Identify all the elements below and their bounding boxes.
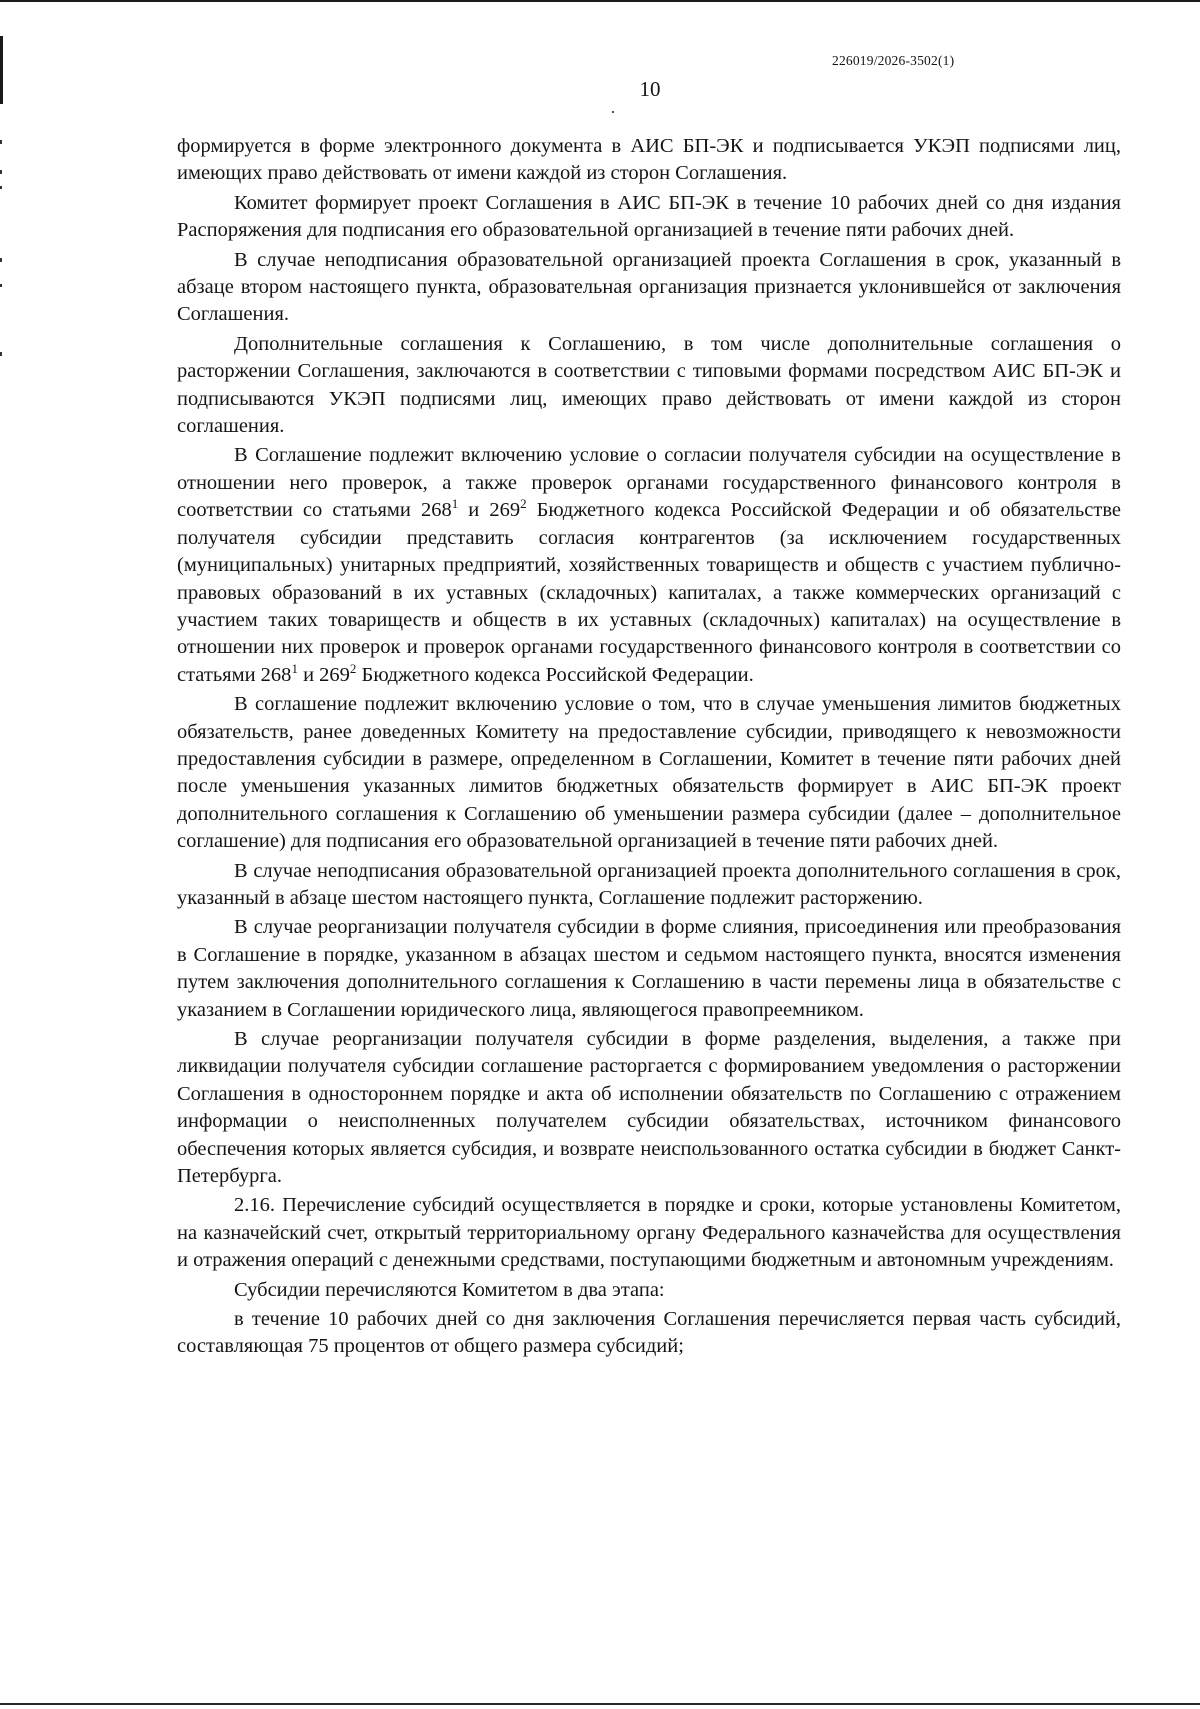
paragraph: В случае реорганизации получателя субсидии в форме слияния, присоединения или преобразования в Соглашение в порядке, указанном в абзацах шестом и седьмом настоящего пункта, вносятся изменения путем заключения дополнительного соглашения к Соглашению в части перемены лица в обязательстве с указанием в Соглашении юридического лица, являющегося правопреемником. [177, 916, 1121, 1021]
scan-top-edge [0, 0, 1200, 2]
page-number: 10 [639, 77, 661, 101]
text-segment: Бюджетного кодекса Российской Федерации и об обязательстве получателя субсидии представить согласия контрагентов (за исключением государственных (муниципальных) унитарных предприятий, хозяйственных товариществ и обществ с участием публично-правовых образований в их уставных (складочных) капиталах, а также коммерческих организаций с участием таких товариществ и обществ в их уставных (складочных) капиталах) на осуществление в отношении них проверок и проверок органами государственного финансового контроля в соответствии со статьями 268 [177, 499, 1121, 686]
paragraph-audit-consent [177, 442, 1121, 689]
paragraph: В случае неподписания образовательной организацией проекта дополнительного соглашения в срок, указанный в абзаце шестом настоящего пункта, Соглашение подлежит расторжению. [177, 859, 1121, 909]
scan-artifact [0, 352, 2, 356]
superscript: 2 [520, 496, 527, 512]
paragraph: в течение 10 рабочих дней со дня заключения Соглашения перечисляется первая часть субсидий, составляющая 75 процентов от общего размера субсидий; [177, 1308, 1121, 1358]
text-segment: Бюджетного кодекса Российской Федерации. [356, 663, 754, 686]
scan-artifact [0, 140, 2, 144]
document-registration-number: 226019/2026-3502(1) [832, 53, 955, 68]
scan-artifact [0, 170, 2, 174]
scan-left-edge [0, 36, 3, 104]
superscript: 2 [349, 660, 357, 676]
paragraph: В соглашение подлежит включению условие о том, что в случае уменьшения лимитов бюджетных обязательств, ранее доведенных Комитету на предоставление субсидии, приводящего к невозможности предоставления субсидии в размере, определенном в Соглашении, Комитет в течение пяти рабочих дней после уменьшения указанных лимитов бюджетных обязательств формирует в АИС БП-ЭК проект дополнительного соглашения к Соглашению об уменьшении размера субсидии (далее – дополнительное соглашение) для подписания его образовательной организацией в течение пяти рабочих дней. [177, 693, 1121, 853]
scan-artifact [0, 284, 2, 287]
paragraph: Дополнительные соглашения к Соглашению, в том числе дополнительные соглашения о расторжении Соглашения, заключаются в соответствии с типовыми формами посредством АИС БП-ЭК и подписываются УКЭП подписями лиц, имеющих право действовать от имени каждой из сторон соглашения. [177, 332, 1121, 438]
paragraph: В случае неподписания образовательной организацией проекта Соглашения в срок, указанный в абзаце втором настоящего пункта, образовательная организация признается уклонившейся от заключения Соглашения. [177, 248, 1121, 326]
superscript: 1 [291, 660, 298, 676]
paragraph: Субсидии перечисляются Комитетом в два этапа: [234, 1278, 665, 1301]
scan-artifact [612, 111, 614, 113]
paragraph-section-2-16: 2.16. Перечисление субсидий осуществляется в порядке и сроки, которые установлены Комитетом, на казначейский счет, открытый территориальному органу Федерального казначейства для осуществления и отражения операций с денежными средствами, поступающими бюджетным и автономным учреждениям. [177, 1194, 1121, 1272]
text-segment: и 269 [297, 663, 350, 686]
text-segment: и 269 [458, 499, 521, 522]
superscript: 1 [451, 496, 459, 512]
scan-artifact [0, 258, 2, 262]
scan-artifact [0, 186, 2, 189]
paragraph: В случае реорганизации получателя субсидии в форме разделения, выделения, а также при ликвидации получателя субсидии соглашение расторгается с формированием уведомления о расторжении Соглашения в одностороннем порядке и акта об исполнении обязательств по Соглашению с отражением информации о неисполненных получателем субсидии обязательствах, источником финансового обеспечения которых является субсидия, и возврате неиспользованного остатка субсидии в бюджет Санкт-Петербурга. [177, 1028, 1121, 1188]
document-body [177, 133, 1121, 1361]
paragraph: формируется в форме электронного документа в АИС БП-ЭК и подписывается УКЭП подписями лиц, имеющих право действовать от имени каждой из сторон Соглашения. [177, 135, 1121, 185]
scan-bottom-edge [0, 1703, 1200, 1705]
text-segment: В Соглашение подлежит включению условие о согласии получателя субсидии на осуществление в отношении него проверок, а также проверок органами государственного финансового контроля в соответствии со статьями 268 [177, 444, 1121, 522]
paragraph: Комитет формирует проект Соглашения в АИС БП-ЭК в течение 10 рабочих дней со дня издания Распоряжения для подписания его образовательной организацией в течение пяти рабочих дней. [177, 191, 1121, 242]
